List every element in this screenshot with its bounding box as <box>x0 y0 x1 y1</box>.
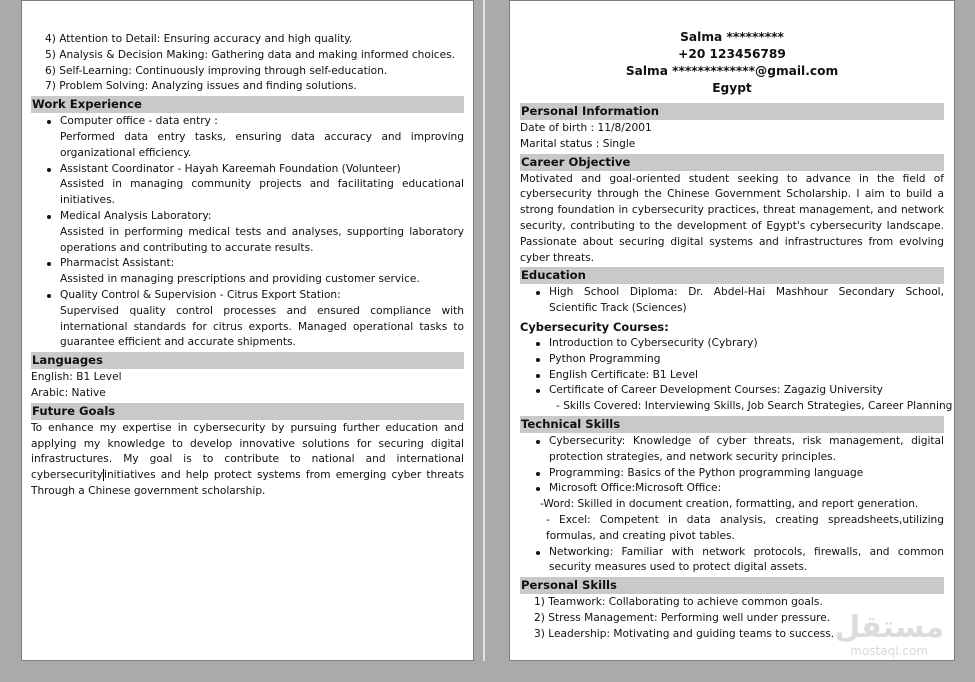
subheading-cybersecurity-courses: Cybersecurity Courses: <box>520 319 669 334</box>
contact-name: Salma ********* <box>680 30 784 44</box>
job-description: Performed data entry tasks, ensuring data accuracy and improving organizational efficiency. <box>60 130 464 159</box>
job-description: Assisted in managing community projects and facilitating educational initiatives. <box>60 178 464 207</box>
job-title: Computer office - data entry : <box>31 114 464 130</box>
tech-skill-word: -Word: Skilled in document creation, formatting, and report generation. <box>540 498 919 511</box>
contact-header <box>510 27 954 97</box>
skill-item: 6) Self-Learning: Continuously improving through self-education. <box>45 64 388 77</box>
skill-item: 7) Problem Solving: Analyzing issues and finding solutions. <box>45 80 357 93</box>
contact-country: Egypt <box>712 81 752 95</box>
skill-item: 5) Analysis & Decision Making: Gathering data and making informed choices. <box>45 48 456 61</box>
goals-text-part: To enhance my expertise in cybersecurity by pursuing further education and applying my knowledge to develop innovative solutions for securing digital infrastructures. My goal is to contribute to national and international cybersecurity <box>31 421 464 482</box>
language-item: English: B1 Level <box>31 371 122 384</box>
contact-phone: +20 123456789 <box>678 47 786 61</box>
course-item: Introduction to Cybersecurity (Cybrary) <box>520 336 944 352</box>
job-title: Medical Analysis Laboratory: <box>31 209 464 225</box>
date-of-birth: Date of birth : 11/8/2001 <box>520 122 652 134</box>
tech-skill-excel: - Excel: Competent in data analysis, creating spreadsheets,utilizing formulas, and creating pivot tables. <box>546 513 944 542</box>
personal-skill-item: 1) Teamwork: Collaborating to achieve common goals. <box>534 596 823 609</box>
canvas-bottom <box>0 661 975 682</box>
watermark-logo: مستقل <box>834 610 944 645</box>
job-description: Assisted in performing medical tests and analyses, supporting laboratory operations and contributing to accurate results. <box>60 225 464 254</box>
page-gutter <box>480 0 504 682</box>
course-item: English Certificate: B1 Level <box>520 368 944 384</box>
job-description: Assisted in managing prescriptions and providing customer service. <box>60 273 420 286</box>
course-item: Certificate of Career Development Courses: Zagazig University <box>520 383 944 399</box>
personal-skill-item: 2) Stress Management: Performing well under pressure. <box>534 611 831 624</box>
section-heading-personal-skills: Personal Skills <box>520 577 944 594</box>
tech-skill-office: Microsoft Office:Microsoft Office: <box>520 481 944 497</box>
watermark <box>834 612 944 658</box>
tech-skill-programming: Programming: Basics of the Python programming language <box>520 466 944 482</box>
section-heading-personal-information: Personal Information <box>520 103 944 120</box>
skill-item: 4) Attention to Detail: Ensuring accuracy and high quality. <box>45 33 353 45</box>
contact-email: Salma *************@gmail.com <box>625 64 839 78</box>
tech-skill-cybersecurity: Cybersecurity: Knowledge of cyber threats, risk management, digital protection strategies, and network security principles. <box>520 434 944 466</box>
education-item: High School Diploma: Dr. Abdel-Hai Mashhour Secondary School, Scientific Track (Sciences) <box>520 285 944 317</box>
section-heading-education: Education <box>520 267 944 284</box>
personal-skill-item: 3) Leadership: Motivating and guiding teams to success. <box>534 627 835 640</box>
job-description: Supervised quality control processes and ensured compliance with international standards for citrus exports. Managed operational tasks to guarantee efficient and accurate shipments. <box>60 304 464 349</box>
course-subitem: - Skills Covered: Interviewing Skills, Job Search Strategies, Career Planning <box>556 400 953 413</box>
section-heading-work-experience: Work Experience <box>31 96 464 113</box>
section-heading-future-goals: Future Goals <box>31 403 464 420</box>
goals-text-part: initiatives and help protect systems from emerging cyber threats Through a Chinese government scholarship. <box>31 469 464 497</box>
tech-skill-networking: Networking: Familiar with network protocols, firewalls, and common security measures used to protect digital assets. <box>520 545 944 577</box>
marital-status: Marital status : Single <box>520 137 636 150</box>
course-item: Python Programming <box>520 352 944 368</box>
document-page-left[interactable] <box>21 0 474 661</box>
watermark-url: mostaql.com <box>850 644 929 658</box>
section-heading-languages: Languages <box>31 352 464 369</box>
page-left-content <box>31 32 464 500</box>
section-heading-technical-skills: Technical Skills <box>520 416 944 433</box>
document-page-right[interactable] <box>509 0 955 661</box>
gutter-line <box>483 0 485 682</box>
section-heading-career-objective: Career Objective <box>520 154 944 171</box>
career-objective-paragraph: Motivated and goal-oriented student seeking to advance in the field of cybersecurity through the Chinese Government Scholarship. I aim to build a strong foundation in cybersecurity practices, threat management, and network security, contributing to the development of Egypt's cybersecurity landscape. Passionate about securing digital systems and infrastructures from evolving cyber threats. <box>520 172 944 264</box>
job-title: Quality Control & Supervision - Citrus Export Station: <box>31 288 464 304</box>
page-right-content <box>520 102 953 643</box>
job-title: Pharmacist Assistant: <box>31 256 464 272</box>
job-title: Assistant Coordinator - Hayah Kareemah Foundation (Volunteer) <box>31 162 464 178</box>
language-item: Arabic: Native <box>31 386 106 399</box>
future-goals-paragraph <box>31 421 464 500</box>
